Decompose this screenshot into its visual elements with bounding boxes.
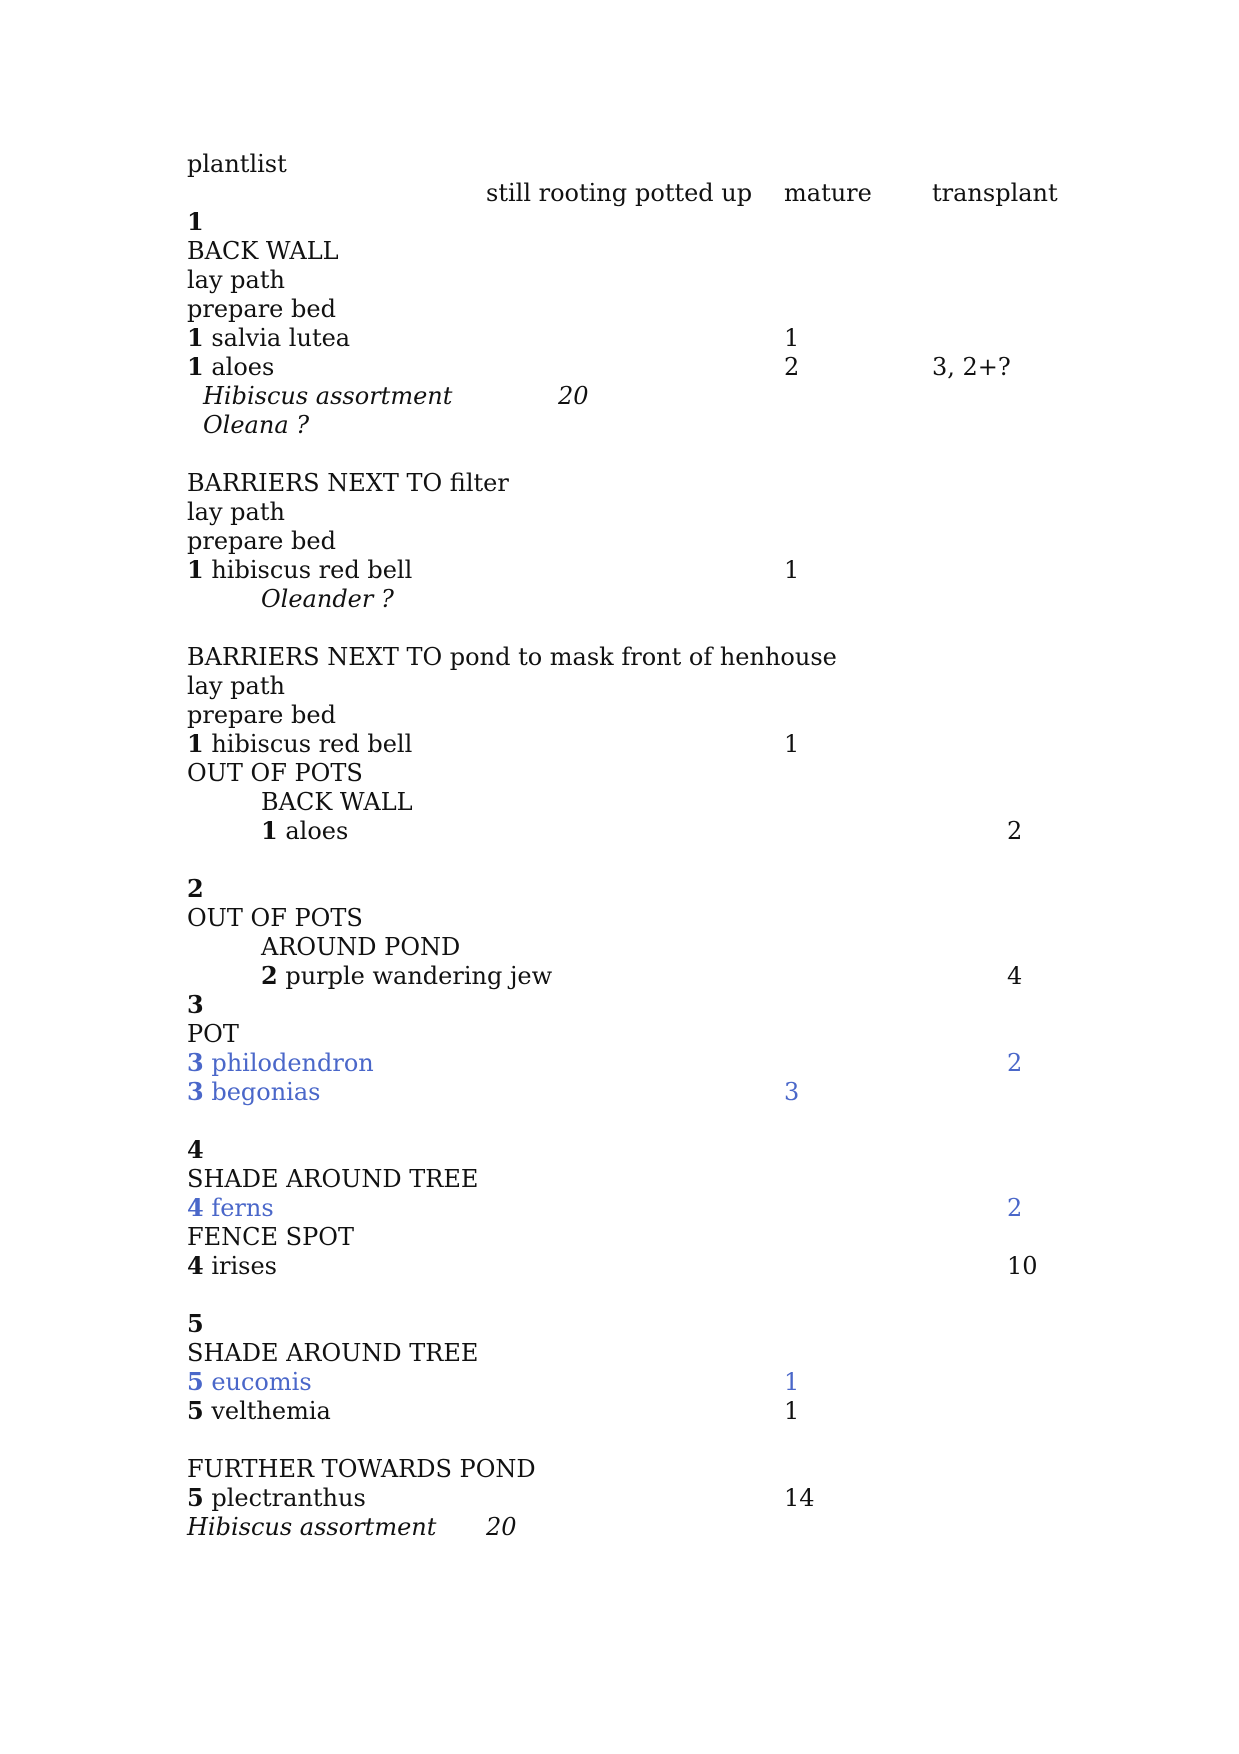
plant-name: hibiscus red bell bbox=[203, 730, 413, 758]
plant-qty: 1 bbox=[187, 555, 204, 584]
plant-row bbox=[187, 1483, 366, 1513]
task-line: prepare bed bbox=[187, 527, 336, 555]
plant-name: eucomis bbox=[203, 1368, 312, 1396]
plant-qty: 4 bbox=[187, 1193, 204, 1222]
transplant-value: 3, 2+? bbox=[932, 353, 1011, 381]
section-number: 5 bbox=[187, 1309, 204, 1338]
task-line: prepare bed bbox=[187, 295, 336, 323]
column-header-transplant: transplant bbox=[932, 179, 1058, 207]
area-heading: FURTHER TOWARDS POND bbox=[187, 1455, 536, 1483]
area-heading: POT bbox=[187, 1020, 239, 1048]
mature-value: 14 bbox=[784, 1484, 815, 1512]
plant-name: velthemia bbox=[203, 1397, 331, 1425]
area-heading: BARRIERS NEXT TO filter bbox=[187, 469, 509, 497]
transplant-value: 2 bbox=[1007, 1049, 1023, 1077]
mature-value: 3 bbox=[784, 1078, 800, 1106]
area-heading: OUT OF POTS bbox=[187, 904, 363, 932]
mature-value: 1 bbox=[784, 730, 800, 758]
still-rooting-value: 20 bbox=[486, 1513, 517, 1541]
plant-qty: 1 bbox=[187, 323, 204, 352]
plant-row bbox=[187, 1193, 274, 1223]
plant-row bbox=[261, 816, 348, 846]
transplant-value: 4 bbox=[1007, 962, 1023, 990]
area-heading: BARRIERS NEXT TO pond to mask front of henhouse bbox=[187, 643, 837, 671]
mature-value: 2 bbox=[784, 353, 800, 381]
plant-name: irises bbox=[203, 1252, 277, 1280]
plant-row bbox=[187, 1077, 320, 1107]
document-title: plantlist bbox=[187, 150, 287, 178]
plant-name: hibiscus red bell bbox=[203, 556, 413, 584]
plant-qty: 3 bbox=[187, 1048, 204, 1077]
mature-value: 1 bbox=[784, 1368, 800, 1396]
plant-qty: 5 bbox=[187, 1367, 204, 1396]
plant-qty: 1 bbox=[187, 729, 204, 758]
plant-qty: 2 bbox=[261, 961, 278, 990]
plant-row bbox=[187, 1251, 277, 1281]
plant-note: Hibiscus assortment bbox=[203, 382, 453, 410]
transplant-value: 2 bbox=[1007, 817, 1023, 845]
still-rooting-value: 20 bbox=[558, 382, 589, 410]
section-number: 4 bbox=[187, 1135, 204, 1164]
task-line: lay path bbox=[187, 672, 285, 700]
mature-value: 1 bbox=[784, 556, 800, 584]
transplant-value: 10 bbox=[1007, 1252, 1038, 1280]
area-heading: BACK WALL bbox=[187, 237, 339, 265]
section-number: 2 bbox=[187, 874, 204, 903]
plant-name: ferns bbox=[203, 1194, 274, 1222]
plant-qty: 5 bbox=[187, 1483, 204, 1512]
column-header-mature: mature bbox=[784, 179, 872, 207]
plant-qty: 3 bbox=[187, 1077, 204, 1106]
task-line: prepare bed bbox=[187, 701, 336, 729]
plant-note: Hibiscus assortment bbox=[187, 1513, 437, 1541]
area-heading: FENCE SPOT bbox=[187, 1223, 354, 1251]
plant-name: purple wandering jew bbox=[277, 962, 553, 990]
transplant-value: 2 bbox=[1007, 1194, 1023, 1222]
plant-row bbox=[187, 555, 412, 585]
plant-name: plectranthus bbox=[203, 1484, 366, 1512]
sub-heading: AROUND POND bbox=[261, 933, 461, 961]
plant-qty: 1 bbox=[261, 816, 278, 845]
plant-name: salvia lutea bbox=[203, 324, 351, 352]
plant-name: aloes bbox=[203, 353, 275, 381]
section-number: 1 bbox=[187, 207, 204, 236]
plant-row bbox=[187, 729, 412, 759]
task-line: lay path bbox=[187, 498, 285, 526]
area-heading: OUT OF POTS bbox=[187, 759, 363, 787]
task-line: lay path bbox=[187, 266, 285, 294]
plant-row bbox=[187, 323, 350, 353]
mature-value: 1 bbox=[784, 1397, 800, 1425]
plant-note: Oleana ? bbox=[203, 411, 310, 439]
plant-row bbox=[261, 961, 552, 991]
area-heading: SHADE AROUND TREE bbox=[187, 1339, 479, 1367]
sub-heading: BACK WALL bbox=[261, 788, 413, 816]
section-number: 3 bbox=[187, 990, 204, 1019]
plant-qty: 4 bbox=[187, 1251, 204, 1280]
plant-row bbox=[187, 1367, 312, 1397]
plant-qty: 1 bbox=[187, 352, 204, 381]
plant-row bbox=[187, 352, 274, 382]
plant-row bbox=[187, 1396, 331, 1426]
plant-name: begonias bbox=[203, 1078, 321, 1106]
mature-value: 1 bbox=[784, 324, 800, 352]
column-header-potted-up: potted up bbox=[635, 179, 753, 207]
plant-name: philodendron bbox=[203, 1049, 374, 1077]
column-header-still-rooting: still rooting bbox=[486, 179, 628, 207]
plant-qty: 5 bbox=[187, 1396, 204, 1425]
plant-note: Oleander ? bbox=[261, 585, 394, 613]
plant-row bbox=[187, 1048, 374, 1078]
plant-name: aloes bbox=[277, 817, 349, 845]
area-heading: SHADE AROUND TREE bbox=[187, 1165, 479, 1193]
